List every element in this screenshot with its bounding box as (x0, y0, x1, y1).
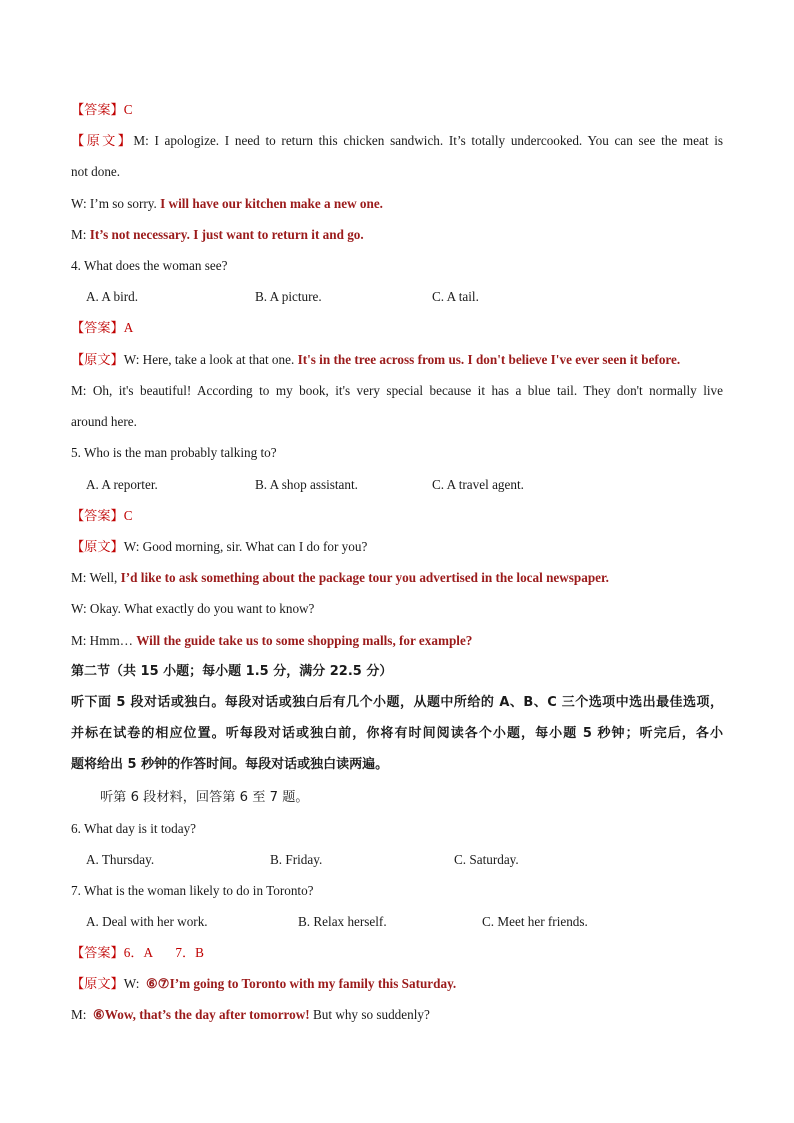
question-5: 5. Who is the man probably talking to? (71, 445, 277, 460)
speaker-text: W: (123, 976, 146, 991)
script-line (71, 632, 723, 650)
script-text: around here. (71, 414, 137, 429)
script-line (71, 351, 723, 370)
option-a: A. Deal with her work. (86, 914, 208, 929)
instructions-line: 题将给出 5 秒钟的作答时间。每段对话或独白读两遍。 (71, 757, 389, 772)
script-line (71, 382, 723, 400)
option-b: B. A picture. (255, 289, 322, 304)
answer-line-q6-7 (71, 944, 723, 963)
question-6: 6. What day is it today? (71, 821, 197, 836)
answer-value: C (123, 508, 133, 523)
option-b: B. Relax herself. (298, 914, 387, 929)
material-note: 听第 6 段材料，回答第 6 至 7 题。 (100, 790, 309, 805)
option-c: C. Saturday. (454, 852, 519, 867)
instructions-line: 听下面 5 段对话或独白。每段对话或独白后有几个小题，从题中所给的 A、B、C 三个选项中选出最佳选项， (71, 695, 723, 710)
answer-tag: 【答案】 (71, 103, 124, 118)
key-sentence: I’d like to ask something about the package tour you advertised in the local newspaper. (120, 570, 609, 585)
script-line (71, 975, 723, 994)
answer-tag: 【答案】 (71, 946, 124, 961)
option-c: C. A tail. (432, 289, 479, 304)
speaker-text: M: Well, (71, 570, 121, 585)
speaker-text: M: (71, 1007, 93, 1022)
script-text: not done. (71, 164, 121, 179)
option-a: A. A reporter. (86, 477, 158, 492)
script-line (71, 132, 723, 151)
script-tag: 【原文】 (71, 353, 124, 368)
answer-value: A (123, 320, 134, 335)
answer-value: 6．A 7．B (123, 945, 204, 960)
script-line (71, 163, 723, 181)
script-line (71, 1006, 723, 1024)
key-sentence: ⑥⑦I’m going to Toronto with my family this Saturday. (145, 976, 457, 991)
key-sentence: I will have our kitchen make a new one. (160, 196, 383, 211)
script-line (71, 600, 723, 618)
question-7: 7. What is the woman likely to do in Toronto? (71, 883, 314, 898)
key-sentence: ⑥Wow, that’s the day after tomorrow! (92, 1007, 310, 1022)
script-line (71, 226, 723, 244)
script-line (71, 569, 723, 587)
script-tag: 【原文】 (71, 977, 124, 992)
answer-tag: 【答案】 (71, 509, 124, 524)
speaker-text: M: (71, 227, 90, 242)
script-text: W: Good morning, sir. What can I do for you? (123, 539, 368, 554)
key-sentence: It's in the tree across from us. I don't believe I've ever seen it before. (297, 352, 681, 367)
script-text: But why so suddenly? (309, 1007, 430, 1022)
script-line (71, 195, 723, 213)
script-text: W: Okay. What exactly do you want to know? (71, 601, 315, 616)
key-sentence: Will the guide take us to some shopping malls, for example? (136, 633, 473, 648)
answer-line-q5 (71, 507, 723, 526)
answer-line-q4 (71, 319, 723, 338)
option-c: C. Meet her friends. (482, 914, 588, 929)
script-text: M: Oh, it's beautiful! According to my book, it's very special because it has a blue tail. They don't normally live (71, 383, 723, 398)
script-line (71, 413, 723, 431)
option-c: C. A travel agent. (432, 477, 524, 492)
speaker-text: M: Hmm… (71, 633, 137, 648)
answer-value: C (123, 102, 133, 117)
section-heading: 第二节（共 15 小题；每小题 1.5 分，满分 22.5 分） (71, 664, 393, 679)
script-line (71, 538, 723, 557)
instructions-line: 并标在试卷的相应位置。听每段对话或独白前，你将有时间阅读各个小题，每小题 5 秒钟；听完后，各小 (71, 726, 723, 741)
speaker-text: W: Here, take a look at that one. (123, 352, 298, 367)
key-sentence: It’s not necessary. I just want to return it and go. (89, 227, 364, 242)
script-text: M: I apologize. I need to return this chicken sandwich. It’s totally undercooked. You can see the meat is (133, 133, 723, 148)
answer-tag: 【答案】 (71, 321, 124, 336)
option-b: B. A shop assistant. (255, 477, 358, 492)
option-a: A. Thursday. (86, 852, 155, 867)
speaker-text: W: I’m so sorry. (71, 196, 161, 211)
option-b: B. Friday. (270, 852, 323, 867)
script-tag: 【原文】 (71, 540, 124, 555)
answer-line-q3 (71, 101, 723, 120)
script-tag: 【原文】 (71, 134, 134, 149)
question-4: 4. What does the woman see? (71, 258, 228, 273)
option-a: A. A bird. (86, 289, 139, 304)
